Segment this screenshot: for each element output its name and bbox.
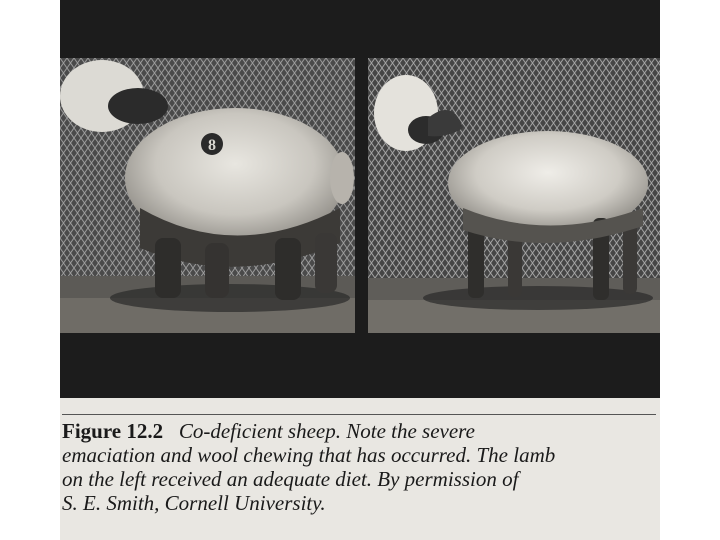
caption-line-1 — [62, 419, 658, 443]
photo-deficient-lamb — [368, 58, 660, 333]
caption-text-1: Co-deficient sheep. Note the severe — [178, 419, 475, 443]
caption-line-4: S. E. Smith, Cornell University. — [62, 491, 326, 515]
tag-number: 8 — [208, 137, 216, 154]
caption-line-2: emaciation and wool chewing that has occurred. The lamb — [62, 443, 556, 467]
caption-rule — [62, 414, 656, 415]
figure-caption — [62, 419, 658, 515]
caption-line-3: on the left received an adequate diet. By permission of — [62, 467, 519, 491]
figure-label: Figure 12.2 — [62, 419, 164, 443]
photo-plate — [60, 0, 660, 398]
scanned-page — [60, 0, 660, 540]
deficient-lamb-image — [368, 58, 660, 333]
healthy-lamb-image — [60, 58, 355, 333]
photo-healthy-lamb — [60, 58, 355, 333]
